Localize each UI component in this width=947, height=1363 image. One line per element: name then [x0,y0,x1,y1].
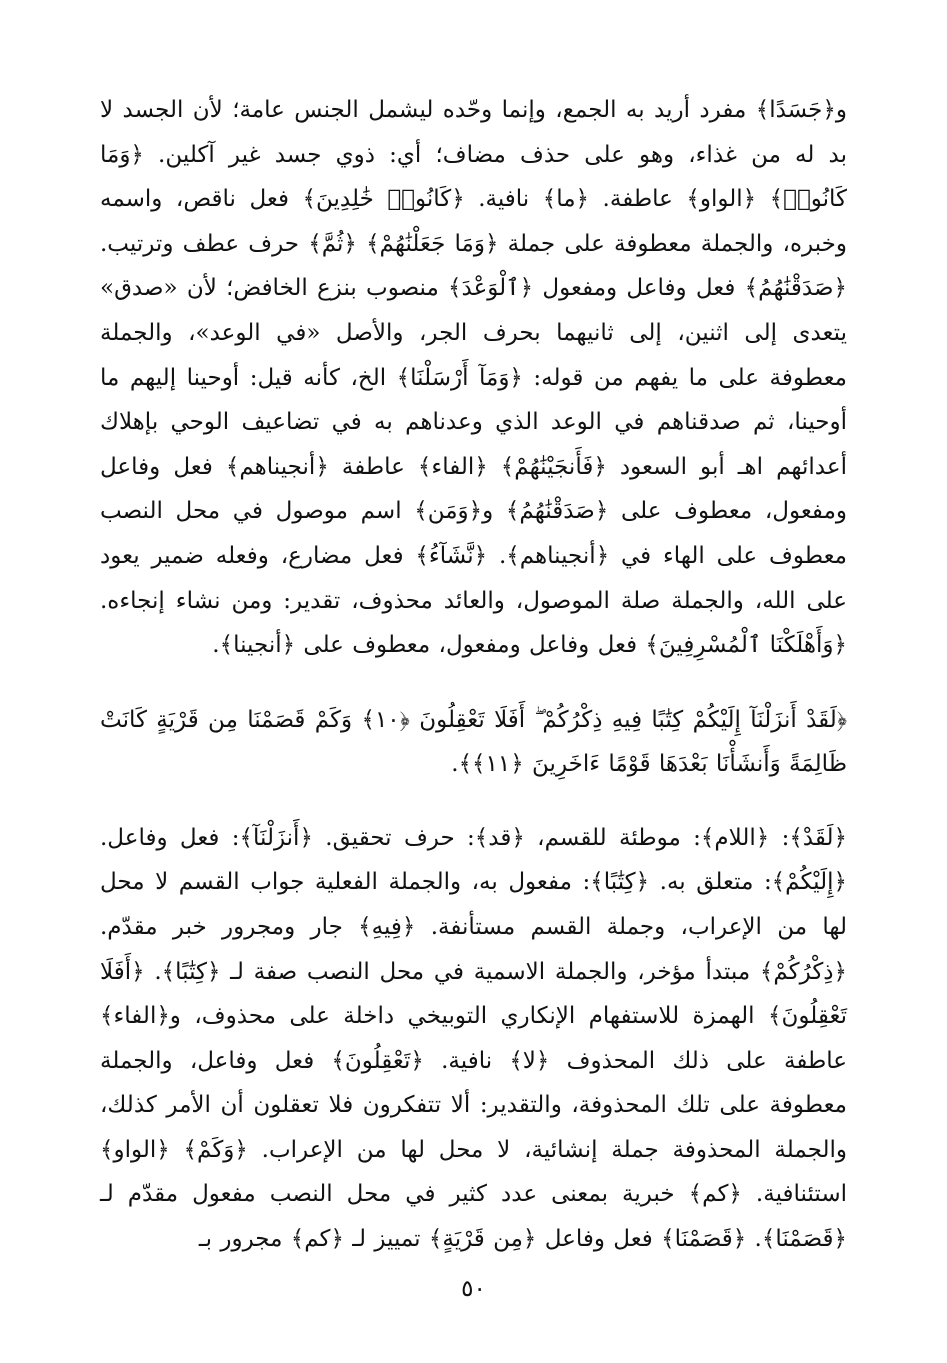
quran-verse: ﴿لَقَدْ أَنزَلْنَآ إِلَيْكُمْ كِتَٰبًا فِيهِ ذِكْرُكُمْ ۖ أَفَلَا تَعْقِلُونَ ﴿١٠﴾ وَكَمْ قَصَمْنَا مِن قَرْيَةٍ كَانَتْ ظَالِمَةً وَأَنشَأْنَا بَعْدَهَا قَوْمًا ءَاخَرِينَ ﴿١١﴾﴾. [100,706,847,777]
commentary-paragraph-1: و﴿جَسَدًا﴾ مفرد أريد به الجمع، وإنما وحّده ليشمل الجنس عامة؛ لأن الجسد لا بد له من غذاء، وهو على حذف مضاف؛ أي: ذوي جسد غير آكلين. ﴿وَمَا كَانُوا۟﴾ ﴿الواو﴾ عاطفة. ﴿ما﴾ نافية. ﴿كَانُوا۟ خَٰلِدِينَ﴾ فعل ناقص، واسمه وخبره، والجملة معطوفة على جملة ﴿وَمَا جَعَلْنَٰهُمْ﴾ ﴿ثُمَّ﴾ حرف عطف وترتيب. ﴿صَدَقْنَٰهُمُ﴾ فعل وفاعل ومفعول ﴿ٱلْوَعْدَ﴾ منصوب بنزع الخافض؛ لأن «صدق» يتعدى إلى اثنين، إلى ثانيهما بحرف الجر، والأصل «في الوعد»، والجملة معطوفة على ما يفهم من قوله: ﴿وَمَآ أَرْسَلْنَا﴾ الخ، كأنه قيل: أوحينا إليهم ما أوحينا، ثم صدقناهم في الوعد الذي وعدناهم به في تضاعيف الوحي بإهلاك أعدائهم اهـ أبو السعود ﴿فَأَنجَيْنَٰهُمْ﴾ ﴿الفاء﴾ عاطفة ﴿أنجيناهم﴾ فعل وفاعل ومفعول، معطوف على ﴿صَدَقْنَٰهُمُ﴾ و﴿وَمَن﴾ اسم موصول في محل النصب معطوف على الهاء في ﴿أنجيناهم﴾. ﴿نَّشَآءُ﴾ فعل مضارع، وفعله ضمير يعود على الله، والجملة صلة الموصول، والعائد محذوف، تقدير: ومن نشاء إنجاءه. ﴿وَأَهْلَكْنَا ٱلْمُسْرِفِينَ﴾ فعل وفاعل ومفعول، معطوف على ﴿أنجينا﴾. [100,97,847,659]
commentary-paragraph-2: ﴿لَقَدْ﴾: ﴿اللام﴾: موطئة للقسم، ﴿قد﴾: حرف تحقيق. ﴿أَنزَلْنَآ﴾: فعل وفاعل. ﴿إِلَيْكُمْ﴾: متعلق به. ﴿كِتَٰبًا﴾: مفعول به، والجملة الفعلية جواب القسم لا محل لها من الإعراب، وجملة القسم مستأنفة. ﴿فِيهِ﴾ جار ومجرور خبر مقدّم. ﴿ذِكْرُكُمْ﴾ مبتدأ مؤخر، والجملة الاسمية في محل النصب صفة لـ ﴿كِتَٰبًا﴾. ﴿أَفَلَا تَعْقِلُونَ﴾ الهمزة للاستفهام الإنكاري التوبيخي داخلة على محذوف، و﴿الفاء﴾ عاطفة على ذلك المحذوف ﴿لا﴾ نافية. ﴿تَعْقِلُونَ﴾ فعل وفاعل، والجملة معطوفة على تلك المحذوفة، والتقدير: ألا تتفكرون فلا تعقلون أن الأمر كذلك، والجملة المحذوفة جملة إنشائية، لا محل لها من الإعراب. ﴿وَكَمْ﴾ ﴿الواو﴾ استئنافية. ﴿كم﴾ خبرية بمعنى عدد كثير في محل النصب مفعول مقدّم لـ ﴿قَصَمْنَا﴾. ﴿قَصَمْنَا﴾ فعل وفاعل ﴿مِن قَرْيَةٍ﴾ تمييز لـ ﴿كم﴾ مجرور بـ [100,824,847,1253]
page-number: ٥٠ [461,1276,486,1302]
